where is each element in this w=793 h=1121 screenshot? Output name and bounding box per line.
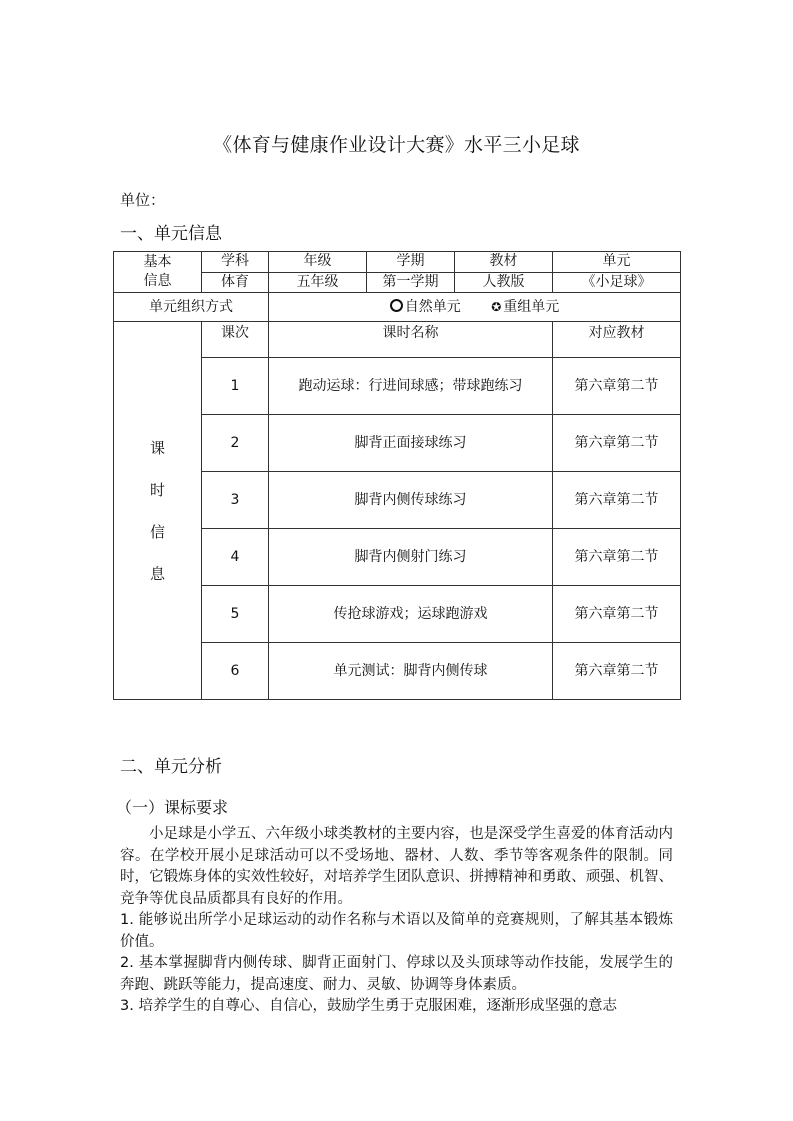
org-mode-options bbox=[269, 293, 681, 322]
analysis-body bbox=[120, 824, 673, 1018]
org-mode-label: 单元组织方式 bbox=[114, 293, 269, 322]
table-row bbox=[114, 293, 681, 322]
table-row bbox=[114, 322, 681, 358]
header-grade: 年级 bbox=[269, 252, 367, 273]
lesson-index: 6 bbox=[202, 643, 269, 700]
lesson-material: 第六章第二节 bbox=[553, 643, 681, 700]
section-heading-unit-analysis: 二、单元分析 bbox=[120, 757, 222, 777]
header-textbook: 教材 bbox=[455, 252, 553, 273]
requirement-item-1: 1. 能够说出所学小足球运动的动作名称与术语以及简单的竞赛规则，了解其基本锻炼价值。 bbox=[120, 912, 673, 950]
requirement-item-2: 2. 基本掌握脚背内侧传球、脚背正面射门、停球以及头顶球等动作技能，发展学生的奔跑、跳跃等能力，提高速度、耐力、灵敏、协调等身体素质。 bbox=[120, 955, 673, 993]
unit-info-table bbox=[113, 251, 681, 700]
basic-info-label: 基本 信息 bbox=[114, 252, 202, 293]
col-material-header: 对应教材 bbox=[553, 322, 681, 358]
value-grade: 五年级 bbox=[269, 272, 367, 293]
header-subject: 学科 bbox=[202, 252, 269, 273]
document-title: 《体育与健康作业设计大赛》水平三小足球 bbox=[213, 134, 580, 156]
col-name-header: 课时名称 bbox=[269, 322, 553, 358]
lesson-name: 传抢球游戏；运球跑游戏 bbox=[269, 586, 553, 643]
lesson-name: 跑动运球：行进间球感；带球跑练习 bbox=[269, 358, 553, 415]
value-subject: 体育 bbox=[202, 272, 269, 293]
lesson-material: 第六章第二节 bbox=[553, 358, 681, 415]
option-regrouped-unit[interactable]: 重组单元 bbox=[503, 298, 560, 315]
requirement-item-3: 3. 培养学生的自尊心、自信心，鼓励学生勇于克服困难，逐渐形成坚强的意志 bbox=[120, 998, 617, 1014]
value-textbook: 人教版 bbox=[455, 272, 553, 293]
header-semester: 学期 bbox=[367, 252, 455, 273]
lesson-index: 5 bbox=[202, 586, 269, 643]
radio-unselected-icon[interactable]: ✪ bbox=[491, 299, 502, 314]
table-row bbox=[114, 252, 681, 273]
unit-line: 单位： bbox=[120, 191, 166, 209]
option-natural-unit[interactable]: 自然单元 bbox=[404, 298, 461, 315]
col-index-header: 课次 bbox=[202, 322, 269, 358]
value-unit: 《小足球》 bbox=[553, 272, 681, 293]
lesson-name: 单元测试：脚背内侧传球 bbox=[269, 643, 553, 700]
lesson-index: 3 bbox=[202, 472, 269, 529]
lesson-name: 脚背内侧射门练习 bbox=[269, 529, 553, 586]
radio-selected-icon[interactable] bbox=[390, 299, 403, 312]
lesson-material: 第六章第二节 bbox=[553, 472, 681, 529]
lesson-material: 第六章第二节 bbox=[553, 529, 681, 586]
value-semester: 第一学期 bbox=[367, 272, 455, 293]
subsection-heading-curriculum: （一）课标要求 bbox=[116, 798, 229, 817]
lesson-info-label: 课 时 信 息 bbox=[114, 322, 202, 700]
lesson-material: 第六章第二节 bbox=[553, 415, 681, 472]
lesson-index: 4 bbox=[202, 529, 269, 586]
section-heading-unit-info: 一、单元信息 bbox=[120, 224, 222, 244]
lesson-name: 脚背内侧传球练习 bbox=[269, 472, 553, 529]
intro-paragraph: 小足球是小学五、六年级小球类教材的主要内容，也是深受学生喜爱的体育活动内容。在学校开展小足球活动可以不受场地、器材、人数、季节等客观条件的限制。同时，它锻炼身体的实效性较好，对培养学生团队意识、拼搏精神和勇敢、顽强、机智、竞争等优良品质都具有良好的作用。 bbox=[120, 826, 673, 907]
header-unit: 单元 bbox=[553, 252, 681, 273]
lesson-index: 1 bbox=[202, 358, 269, 415]
lesson-index: 2 bbox=[202, 415, 269, 472]
lesson-name: 脚背正面接球练习 bbox=[269, 415, 553, 472]
lesson-material: 第六章第二节 bbox=[553, 586, 681, 643]
